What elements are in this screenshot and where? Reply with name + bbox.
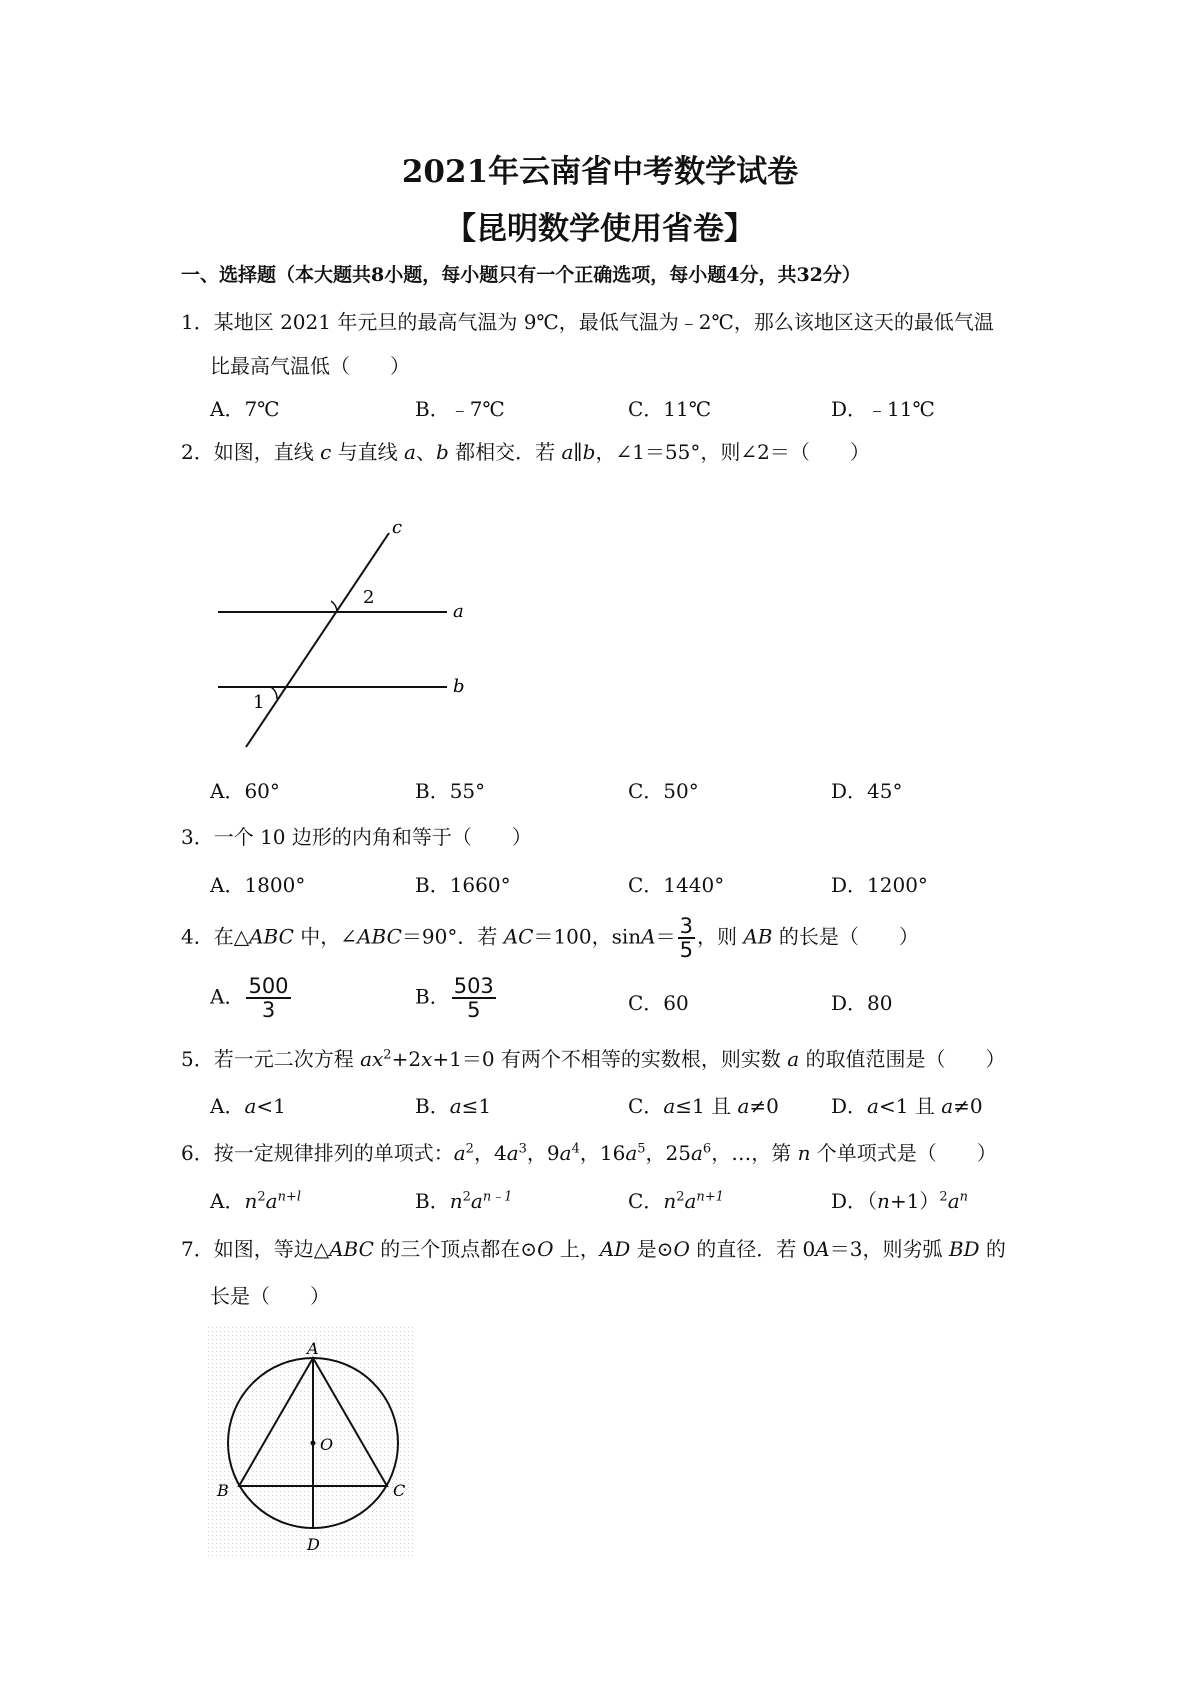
exam-title: 2021年云南省中考数学试卷 xyxy=(401,154,799,190)
label-center-o: O xyxy=(320,1435,334,1454)
q6-option-d: D．$(n+1)^2a^n$ xyxy=(831,1189,969,1213)
label-vertex-b: B xyxy=(217,1481,229,1500)
label-b: b xyxy=(453,676,465,697)
label-angle-1: 1 xyxy=(253,692,265,713)
question-3: 3．一个 10 边形的内角和等于（ ） xyxy=(181,825,532,849)
label-vertex-c: C xyxy=(393,1481,406,1500)
center-point xyxy=(311,1441,316,1446)
q5-option-a: A．a<1 xyxy=(210,1094,286,1118)
q1-option-a: A．7℃ xyxy=(210,397,280,421)
label-angle-2: 2 xyxy=(363,587,375,608)
question-5: 5．若一元二次方程 $ax^2+2x+1=0$ 有两个不相等的实数根，则实数 a 的取值范围是（ ） xyxy=(181,1047,1006,1071)
q1-option-b: B．﹣7℃ xyxy=(415,397,505,421)
q3-option-b: B．1660° xyxy=(415,873,511,897)
question-1-line-1: 1．某地区 2021 年元旦的最高气温为 9℃，最低气温为﹣2℃，那么该地区这天的最低气温 xyxy=(181,310,994,334)
q1-option-d: D．﹣11℃ xyxy=(831,397,935,421)
sin-a-fraction: $\frac{3}{5}$ xyxy=(679,914,693,963)
q4-option-a: A． $\frac{500}{3}$ xyxy=(210,974,289,1023)
label-c: c xyxy=(392,517,403,538)
q4-option-d: D．80 xyxy=(831,991,893,1015)
question-1-line-2: 比最高气温低（ ） xyxy=(210,354,410,378)
question-7-line-2: 长是（ ） xyxy=(210,1284,330,1308)
label-vertex-a: A xyxy=(307,1339,319,1358)
q2-option-b: B．55° xyxy=(415,779,486,803)
label-a: a xyxy=(453,601,464,622)
label-point-d: D xyxy=(307,1535,320,1554)
q6-option-c: C．$n^2a^{n+1}$ xyxy=(628,1189,724,1213)
line-c xyxy=(246,533,389,747)
section-heading: 一、选择题（本大题共8小题，每小题只有一个正确选项，每小题4分，共32分） xyxy=(181,264,861,286)
q4-option-c: C．60 xyxy=(628,991,689,1015)
q2-option-c: C．50° xyxy=(628,779,699,803)
question-6: 6．按一定规律排列的单项式：$a^2$，$4a^3$，$9a^4$，$16a^5$，$25a^6$，…，第 n 个单项式是（ ） xyxy=(181,1141,997,1165)
exam-subtitle: 【昆明数学使用省卷】 xyxy=(445,211,755,247)
question-2: 2．如图，直线 c 与直线 a、b 都相交．若 a∥b，∠1＝55°，则∠2＝（ ） xyxy=(181,440,870,464)
q5-option-c: C．a≤1 且 a≠0 xyxy=(628,1094,779,1118)
question-7-line-1: 7．如图，等边△ABC 的三个顶点都在⊙O 上，AD 是⊙O 的直径．若 0A＝3，则劣弧 BD 的 xyxy=(181,1237,1006,1261)
question-4: 4．在△ABC 中，∠ABC＝90°．若 AC＝100，sinA＝ $\frac{3}{5}$ ，则 AB 的长是（ ） xyxy=(181,914,919,963)
angle-2-arc xyxy=(331,601,337,612)
q3-option-a: A．1800° xyxy=(210,873,306,897)
q3-option-d: D．1200° xyxy=(831,873,928,897)
q5-option-b: B．a≤1 xyxy=(415,1094,492,1118)
q4-option-b: B． $\frac{503}{5}$ xyxy=(415,974,494,1023)
q3-option-c: C．1440° xyxy=(628,873,725,897)
q6-option-b: B．$n^2a^{n﹣1}$ xyxy=(415,1189,513,1213)
q2-option-a: A．60° xyxy=(210,779,280,803)
angle-1-arc xyxy=(271,687,277,699)
q5-option-d: D．a<1 且 a≠0 xyxy=(831,1094,983,1118)
q6-option-a: A．$n^2a^{n+l}$ xyxy=(210,1189,301,1213)
circle-triangle-figure xyxy=(207,1326,415,1556)
q1-option-c: C．11℃ xyxy=(628,397,712,421)
q2-option-d: D．45° xyxy=(831,779,903,803)
parallel-lines-figure xyxy=(210,515,470,755)
